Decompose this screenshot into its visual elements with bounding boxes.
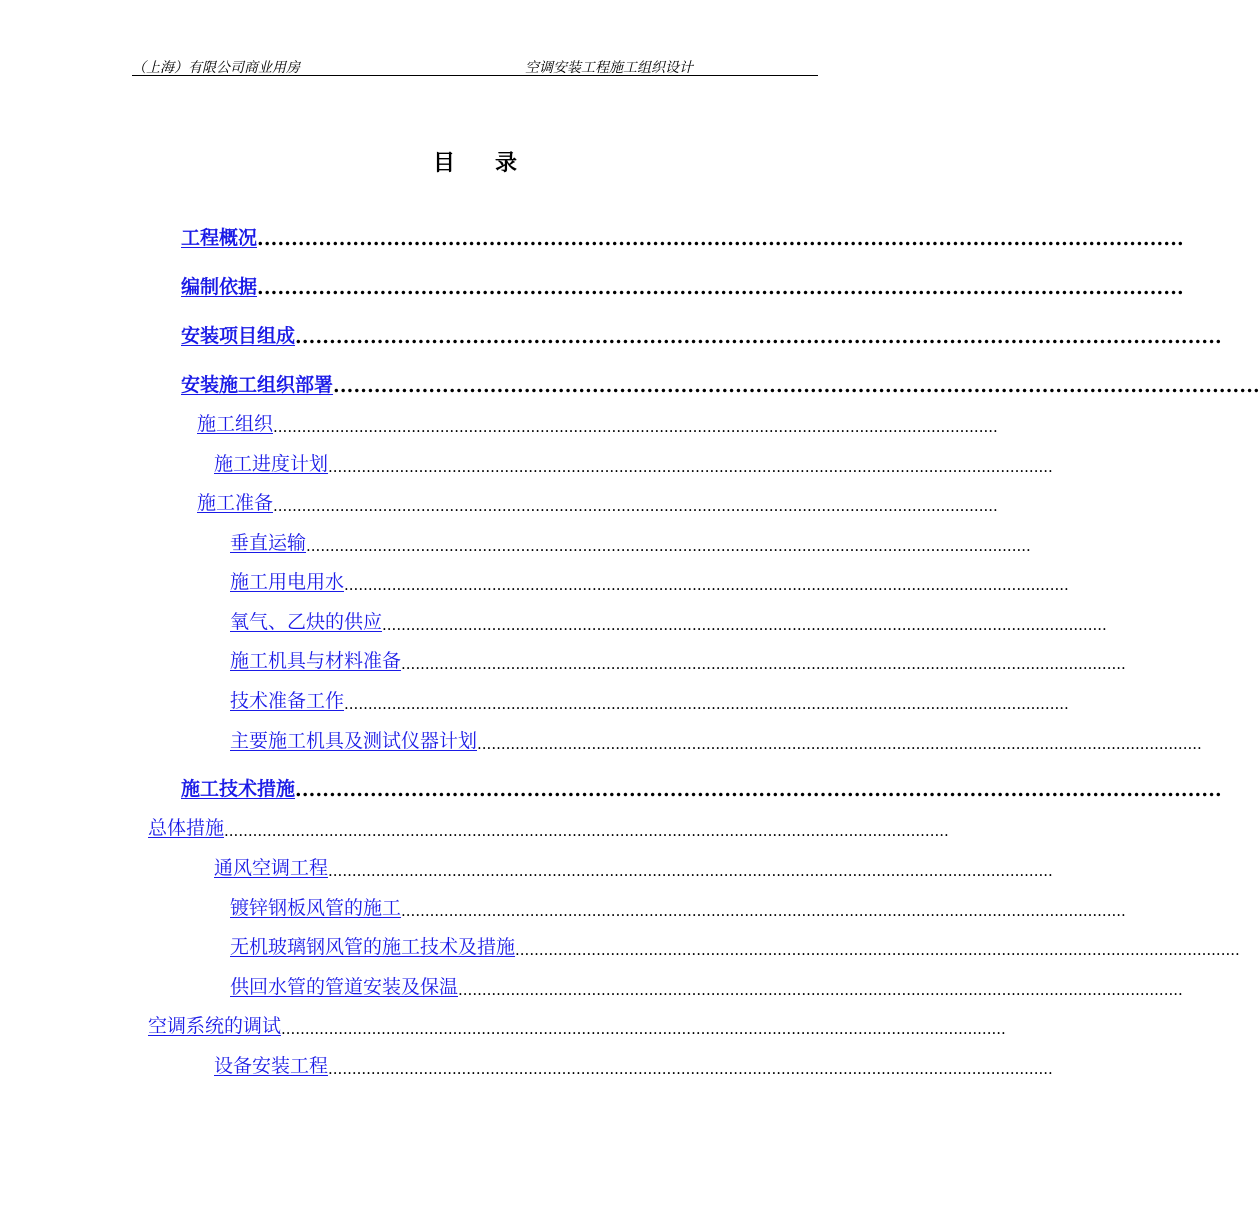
- toc-entry[interactable]: [230, 566, 1069, 594]
- header-left-text: （上海）有限公司商业用房: [132, 60, 300, 76]
- toc-leader-dots: ........................................................................................................................................: [257, 228, 1184, 250]
- toc-entry[interactable]: [214, 852, 1053, 880]
- toc-entry-label[interactable]: 氧气、乙炔的供应: [230, 611, 383, 633]
- toc-leader-dots: ........................................................................................................................................................: [458, 981, 1183, 999]
- toc-entry-label[interactable]: 空调系统的调试: [148, 1015, 282, 1037]
- page-header: [132, 56, 818, 76]
- toc-leader-dots: ........................................................................................................................................................: [401, 655, 1126, 673]
- toc-entry[interactable]: [181, 369, 1260, 397]
- toc-entry-label[interactable]: 主要施工机具及测试仪器计划: [230, 730, 478, 752]
- toc-entry[interactable]: [181, 773, 1222, 801]
- toc-entry[interactable]: [230, 725, 1202, 753]
- toc-entry-label[interactable]: 总体措施: [148, 817, 225, 839]
- toc-leader-dots: ........................................................................................................................................................: [344, 576, 1069, 594]
- toc-entry-label[interactable]: 编制依据: [181, 276, 258, 298]
- toc-entry-label[interactable]: 通风空调工程: [214, 857, 329, 879]
- toc-entry-label[interactable]: 安装施工组织部署: [181, 374, 334, 396]
- toc-leader-dots: ........................................................................................................................................................: [344, 695, 1069, 713]
- toc-entry[interactable]: [148, 812, 949, 840]
- toc-entry-label[interactable]: 施工准备: [197, 492, 274, 514]
- page-title: 目录: [432, 150, 557, 176]
- toc-leader-dots: ........................................................................................................................................: [333, 375, 1260, 397]
- toc-entry[interactable]: [197, 408, 998, 436]
- toc-entry-label[interactable]: 供回水管的管道安装及保温: [230, 976, 459, 998]
- toc-leader-dots: ........................................................................................................................................................: [328, 1060, 1053, 1078]
- toc-entry-label[interactable]: 施工用电用水: [230, 571, 345, 593]
- toc-leader-dots: ........................................................................................................................................................: [224, 822, 949, 840]
- toc-entry-label[interactable]: 施工机具与材料准备: [230, 650, 402, 672]
- toc-entry-label[interactable]: 镀锌钢板风管的施工: [230, 897, 402, 919]
- toc-entry-label[interactable]: 工程概况: [181, 227, 258, 249]
- toc-leader-dots: ........................................................................................................................................................: [382, 616, 1107, 634]
- toc-entry-label[interactable]: 技术准备工作: [230, 690, 345, 712]
- toc-entry[interactable]: [230, 645, 1126, 673]
- toc-leader-dots: ........................................................................................................................................................: [306, 537, 1031, 555]
- toc-entry[interactable]: [230, 685, 1069, 713]
- toc-leader-dots: ........................................................................................................................................................: [401, 902, 1126, 920]
- toc-entry-label[interactable]: 垂直运输: [230, 532, 307, 554]
- toc-entry[interactable]: [230, 606, 1107, 634]
- toc-entry[interactable]: [214, 448, 1053, 476]
- toc-leader-dots: ........................................................................................................................................................: [328, 862, 1053, 880]
- toc-leader-dots: ........................................................................................................................................................: [281, 1020, 1006, 1038]
- toc-entry-label[interactable]: 设备安装工程: [214, 1055, 329, 1077]
- toc-entry[interactable]: [181, 320, 1222, 348]
- toc-leader-dots: ........................................................................................................................................................: [328, 458, 1053, 476]
- toc-entry[interactable]: [214, 1050, 1053, 1078]
- toc-leader-dots: ........................................................................................................................................................: [273, 418, 998, 436]
- toc-entry-label[interactable]: 无机玻璃钢风管的施工技术及措施: [230, 936, 516, 958]
- toc-entry[interactable]: [148, 1010, 1006, 1038]
- toc-leader-dots: ........................................................................................................................................................: [477, 735, 1202, 753]
- toc-entry[interactable]: [230, 892, 1126, 920]
- header-right-text: 空调安装工程施工组织设计: [525, 60, 693, 76]
- toc-entry[interactable]: [181, 271, 1184, 299]
- toc-leader-dots: ........................................................................................................................................................: [515, 941, 1240, 959]
- toc-entry-label[interactable]: 施工技术措施: [181, 778, 296, 800]
- toc-entry[interactable]: [197, 487, 998, 515]
- toc-entry[interactable]: [181, 222, 1184, 250]
- toc-entry-label[interactable]: 安装项目组成: [181, 325, 296, 347]
- toc-leader-dots: ........................................................................................................................................: [257, 277, 1184, 299]
- toc-leader-dots: ........................................................................................................................................................: [273, 497, 998, 515]
- toc-leader-dots: ........................................................................................................................................: [295, 779, 1222, 801]
- toc-entry-label[interactable]: 施工组织: [197, 413, 274, 435]
- toc-leader-dots: ........................................................................................................................................: [295, 326, 1222, 348]
- toc-entry[interactable]: [230, 527, 1031, 555]
- toc-entry[interactable]: [230, 931, 1240, 959]
- toc-entry[interactable]: [230, 971, 1183, 999]
- toc-entry-label[interactable]: 施工进度计划: [214, 453, 329, 475]
